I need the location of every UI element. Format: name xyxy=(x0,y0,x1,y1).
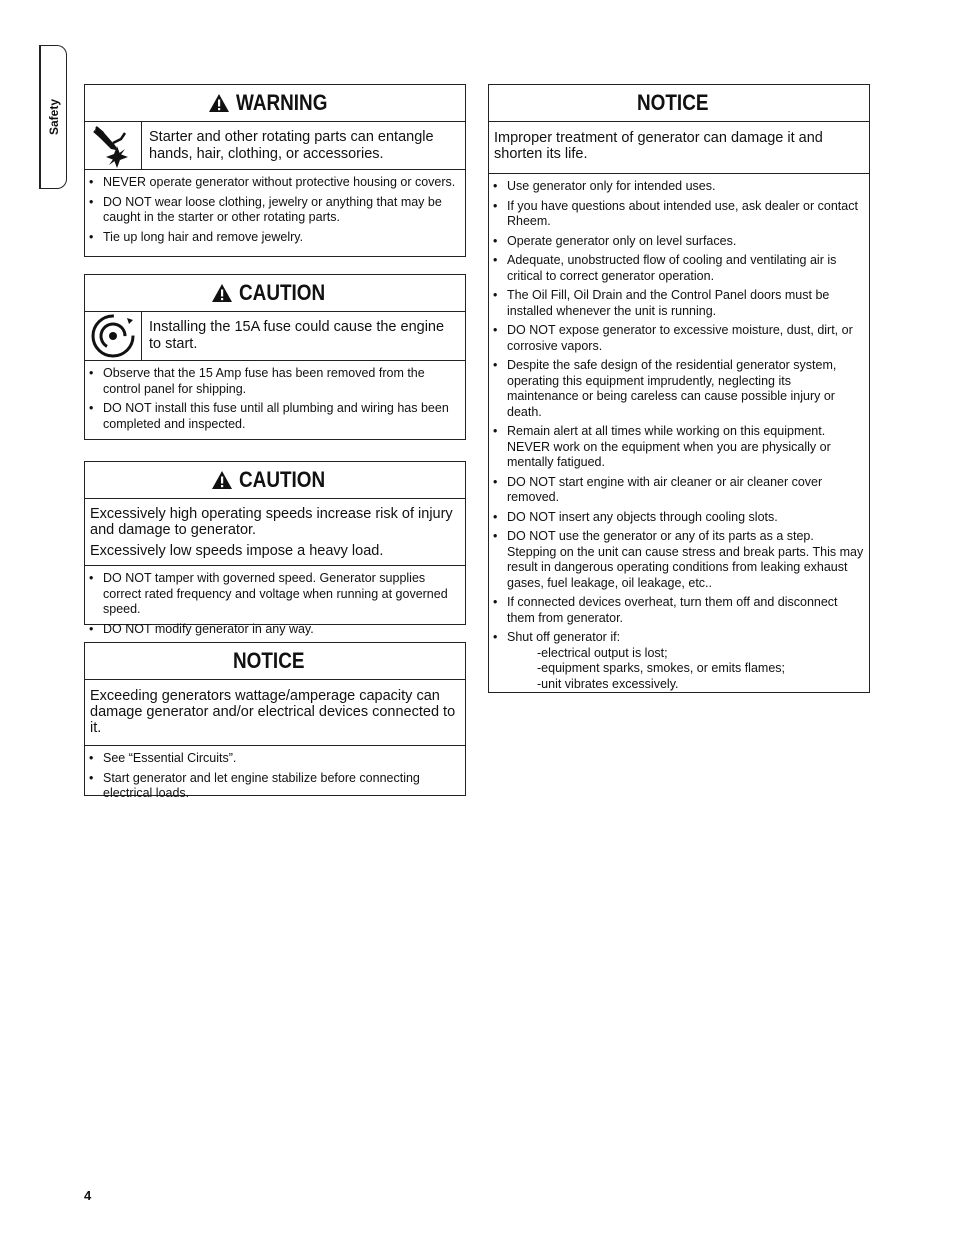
notice-message-block xyxy=(85,680,465,746)
list-item: • Despite the safe design of the residential generator system, operating this equipment imprudently, neglecting its maintenance or being careless can cause possible injury or death. xyxy=(493,358,865,420)
shutoff-condition: -unit vibrates excessively. xyxy=(537,676,679,691)
notice-message: Improper treatment of generator can damage it and shorten its life. xyxy=(494,130,823,162)
caution-message: Excessively high operating speeds increase risk of injury and damage to generator. xyxy=(90,506,453,538)
notice-box-capacity xyxy=(84,642,466,800)
list-item: • Remain alert at all times while working on this equipment. NEVER work on the equipment when you are physically or mentally fatigued. xyxy=(493,424,865,471)
warning-triangle-icon xyxy=(211,470,233,490)
list-item: • The Oil Fill, Oil Drain and the Control Panel doors must be installed whenever the unit is running. xyxy=(493,288,865,319)
list-item: • If connected devices overheat, turn them off and disconnect them from generator. xyxy=(493,595,865,626)
shutoff-condition: -equipment sparks, smokes, or emits flames; xyxy=(537,661,785,675)
caution-box-speed xyxy=(84,461,466,636)
warning-title: WARNING xyxy=(235,90,328,115)
list-item: • Operate generator only on level surfaces. xyxy=(493,234,865,250)
warning-list xyxy=(85,170,465,253)
notice-title: NOTICE xyxy=(233,648,305,673)
shutoff-condition: -electrical output is lost; xyxy=(537,645,668,660)
list-item: • DO NOT insert any objects through cooling slots. xyxy=(493,510,865,526)
caution-header xyxy=(85,462,465,499)
notice-message: Exceeding generators wattage/amperage capacity can damage generator and/or electrical devices connected to it. xyxy=(90,688,456,736)
list-item: • DO NOT start engine with air cleaner or air cleaner cover removed. xyxy=(493,475,865,506)
list-item: • DO NOT expose generator to excessive moisture, dust, dirt, or corrosive vapors. xyxy=(493,323,865,354)
warning-triangle-icon xyxy=(211,283,233,303)
warning-header xyxy=(85,85,465,122)
list-item: • Tie up long hair and remove jewelry. xyxy=(89,230,461,246)
warning-message-row xyxy=(85,122,465,170)
list-item: • DO NOT modify generator in any way. xyxy=(89,622,461,638)
caution-message: Installing the 15A fuse could cause the engine to start. xyxy=(149,319,445,352)
list-item-shutoff xyxy=(493,630,865,692)
notice-list xyxy=(489,174,869,700)
notice-box-treatment xyxy=(488,84,870,693)
list-item: • DO NOT install this fuse until all plumbing and wiring has been completed and inspected. xyxy=(89,401,461,432)
list-item: • Use generator only for intended uses. xyxy=(493,179,865,195)
notice-list xyxy=(85,746,465,810)
page-number: 4 xyxy=(84,1188,92,1203)
hand-entanglement-icon xyxy=(85,122,142,169)
list-item: • NEVER operate generator without protective housing or covers. xyxy=(89,175,461,191)
list-item: • DO NOT wear loose clothing, jewelry or anything that may be caught in the starter or other rotating parts. xyxy=(89,195,461,226)
warning-triangle-icon xyxy=(208,93,230,113)
caution-message-row xyxy=(85,312,465,361)
list-item: • If you have questions about intended use, ask dealer or contact Rheem. xyxy=(493,199,865,230)
caution-title: CAUTION xyxy=(238,467,326,492)
side-tab-label: Safety xyxy=(47,98,61,136)
list-item: • DO NOT use the generator or any of its parts as a step. Stepping on the unit can cause stress and break parts. This may result in dangerous operating conditions from leaking exhaust gases, fuel leakage, oil leakage, etc.. xyxy=(493,529,865,591)
warning-box xyxy=(84,84,466,257)
caution-list xyxy=(85,361,465,440)
engine-start-spiral-icon xyxy=(85,312,142,360)
list-item: • Observe that the 15 Amp fuse has been removed from the control panel for shipping. xyxy=(89,366,461,397)
shutoff-intro: Shut off generator if: xyxy=(507,630,621,644)
warning-message: Starter and other rotating parts can entangle hands, hair, clothing, or accessories. xyxy=(149,129,434,162)
caution-box-fuse xyxy=(84,274,466,440)
notice-header xyxy=(489,85,869,122)
notice-header xyxy=(85,643,465,680)
caution-title: CAUTION xyxy=(238,280,326,305)
caution-message: Excessively low speeds impose a heavy load. xyxy=(90,543,384,559)
notice-message-block xyxy=(489,122,869,174)
list-item: • Start generator and let engine stabilize before connecting electrical loads. xyxy=(89,771,461,802)
list-item: • See “Essential Circuits”. xyxy=(89,751,461,767)
list-item: • DO NOT tamper with governed speed. Generator supplies correct rated frequency and voltage when running at governed speed. xyxy=(89,571,461,618)
caution-header xyxy=(85,275,465,312)
list-item: • Adequate, unobstructed flow of cooling and ventilating air is critical to correct generator operation. xyxy=(493,253,865,284)
notice-title: NOTICE xyxy=(637,90,709,115)
caution-message-block xyxy=(85,499,465,566)
caution-list xyxy=(85,566,465,645)
